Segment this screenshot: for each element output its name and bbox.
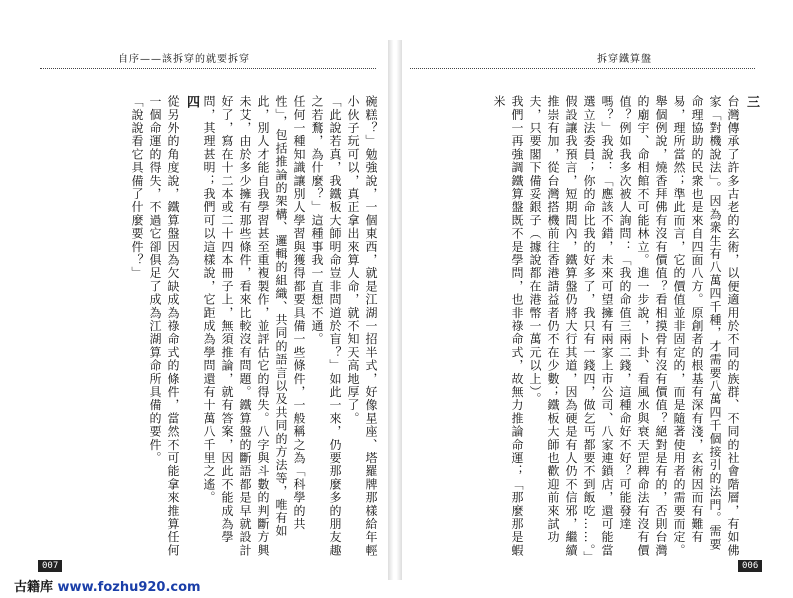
right-page-text (430, 95, 760, 565)
page-number-left: 007 (38, 560, 62, 572)
right-header-rule (410, 68, 755, 69)
right-running-head: 拆穿鐵算盤 (597, 54, 652, 65)
page-number-right: 006 (738, 560, 762, 572)
left-header-rule (40, 68, 376, 69)
left-paragraph-5: 「說說看它具備了什麼要件？」 (130, 95, 144, 280)
right-paragraph-1: 台灣傳承了許多古老的玄術，以便適用於不同的族群、不同的社會階層，有如佛家「對機說法」。因為衆生有八萬四千種，才需要八萬四千個接引的法門。需要命理協助的民衆也是來自四面八方。原創者的根基有深有淺，玄術因而有難有易，理所當然；準此而言，它的價值並非固定的，而是隨著使用者的需要而定。舉個例說，燒香拜佛有沒有價值？看相摸骨有沒有價值？絕對是有的，否則台灣的廟宇、命相館不可能林立。進一步說，卜卦、看風水與衰天罡稗命法有沒有價值？例如我多次被人詢問：「我的命值三兩二錢，這種命好不好？可能發達嗎？」我說：「應該不錯，未來可望擁有兩家上市公司、八家連鎖店，還可能當選立法委員；你的命比我的好多了，我只有一錢四，做乞丐都要不到飯吃……。」 (582, 95, 740, 565)
left-paragraph-3: 任何一種知識讓別人學習與獲得都要具備一些條件，一般稱之為「科學的共性」，包括推論的架構、邏輯的組織、共同的語言以及共同的方法等，唯有如此，別人才能自我學習甚至重複製作，並評估它的得失。八字與斗數的判斷方興未艾，由於多少擁有那些條件，看來比較沒有問題。鐵算盤的斷語都是早就設計好了，寫在十二本或二十四本冊子上，無須推論，就有答案，因此不能成為學問，其理甚明；我們可以這樣說，它距成為學問還有十萬八千里之遙。 (202, 95, 306, 557)
left-page-text (50, 95, 380, 560)
right-paragraph-2: 假設讓我預言，短期間內，鐵算盤仍將大行其道，因為硬是有人仍不信邪，繼續推崇有加，從台灣搭機前往香港請益者仍不在少數；鐵板大師也歡迎前來試功夫，只要閣下備妥銀子（據說都在港幣一萬元以上）。 (528, 95, 578, 557)
section-heading-three: 三 (744, 95, 759, 110)
watermark-label: 古籍库 (14, 580, 54, 595)
watermark-url: www.fozhu920.com (57, 580, 201, 595)
left-paragraph-4: 從另外的角度說，鐵算盤因為欠缺成為祿命式的條件，當然不可能拿來推算任何一個命運的得失，不過它卻俱足了成為江湖算命所具備的要件。 (148, 95, 180, 557)
left-paragraph-1: 碗糕？」勉強說，一個東西，就是江湖一招半式，好像星座、塔羅牌那樣給年輕小伙子玩可以，真正拿出來算人命，就不知天高地厚了。 (346, 95, 378, 557)
site-watermark (14, 576, 201, 595)
book-gutter (388, 40, 402, 580)
section-heading-four: 四 (184, 95, 199, 110)
left-running-head: 自序——該拆穿的就要拆穿 (118, 54, 250, 65)
left-paragraph-2: 「此說若真，我鐵板大師明命豈非問道於盲？」如此一來，仍要那麼多的朋友趣之若鶩，為什麼？」這種事我一直想不通。 (310, 95, 342, 557)
right-paragraph-3: 我們一再強調鐵算盤既不是學問，也非祿命式，故無力推論命運；「那麼那是蝦米 (492, 95, 524, 557)
